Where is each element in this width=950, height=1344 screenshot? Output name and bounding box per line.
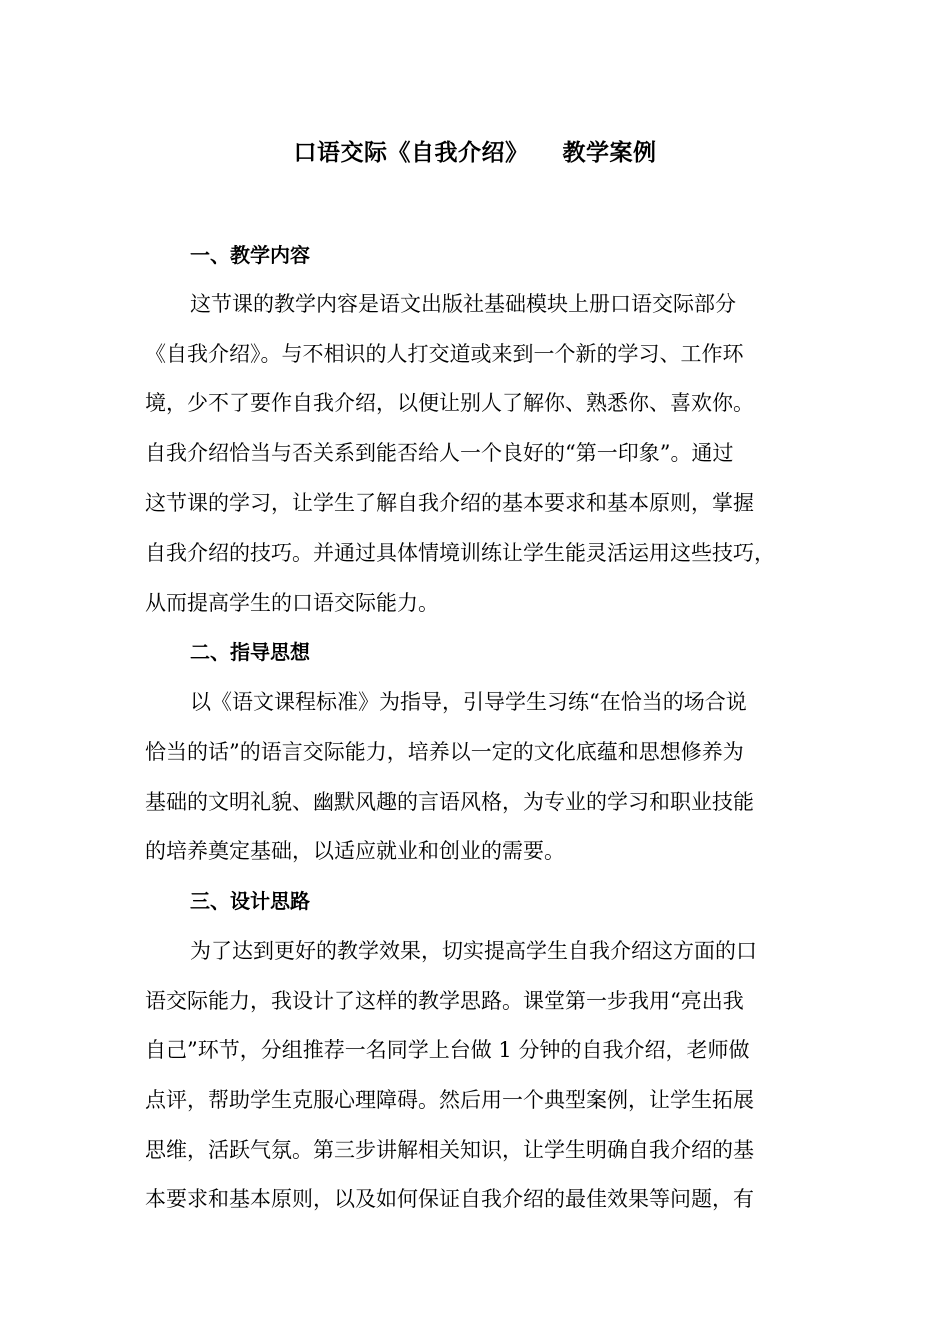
section-heading-content: 一、教学内容 [190,243,310,267]
paragraph-line: 本要求和基本原则，以及如何保证自我介绍的最佳效果等问题，有 [145,1187,754,1211]
paragraph-line: 为了达到更好的教学效果，切实提高学生自我介绍这方面的口 [190,939,757,963]
paragraph-line: 自己”环节，分组推荐一名同学上台做 1 分钟的自我介绍，老师做 [145,1038,750,1062]
paragraph-line: 这节课的教学内容是语文出版社基础模块上册口语交际部分 [190,292,736,316]
paragraph-line: 点评，帮助学生克服心理障碍。然后用一个典型案例，让学生拓展 [145,1088,754,1112]
paragraph-line: 《自我介绍》。与不相识的人打交道或来到一个新的学习、工作环 [145,342,744,366]
paragraph-line: 从而提高学生的口语交际能力。 [145,591,439,615]
section-heading-design: 三、设计思路 [190,889,310,913]
paragraph-line: 这节课的学习，让学生了解自我介绍的基本要求和基本原则，掌握 [145,491,754,515]
paragraph-line: 境，少不了要作自我介绍，以便让别人了解你、熟悉你、喜欢你。 [145,391,754,415]
paragraph-line: 语交际能力，我设计了这样的教学思路。课堂第一步我用“亮出我 [145,989,744,1013]
paragraph-line: 基础的文明礼貌、幽默风趣的言语风格，为专业的学习和职业技能 [145,790,754,814]
document-title: 口语交际《自我介绍》 教学案例 [293,140,657,166]
paragraph-line: 自我介绍的技巧。并通过具体情境训练让学生能灵活运用这些技巧， [145,541,775,565]
paragraph-line: 自我介绍恰当与否关系到能否给人一个良好的“第一印象”。通过 [145,441,734,465]
paragraph-line: 恰当的话”的语言交际能力，培养以一定的文化底蕴和思想修养为 [145,740,744,764]
paragraph-line: 的培养奠定基础，以适应就业和创业的需要。 [145,839,565,863]
section-heading-guiding: 二、指导思想 [190,640,310,664]
paragraph-line: 以《语文课程标准》为指导，引导学生习练“在恰当的场合说 [190,690,747,714]
paragraph-line: 思维，活跃气氛。第三步讲解相关知识，让学生明确自我介绍的基 [145,1138,754,1162]
